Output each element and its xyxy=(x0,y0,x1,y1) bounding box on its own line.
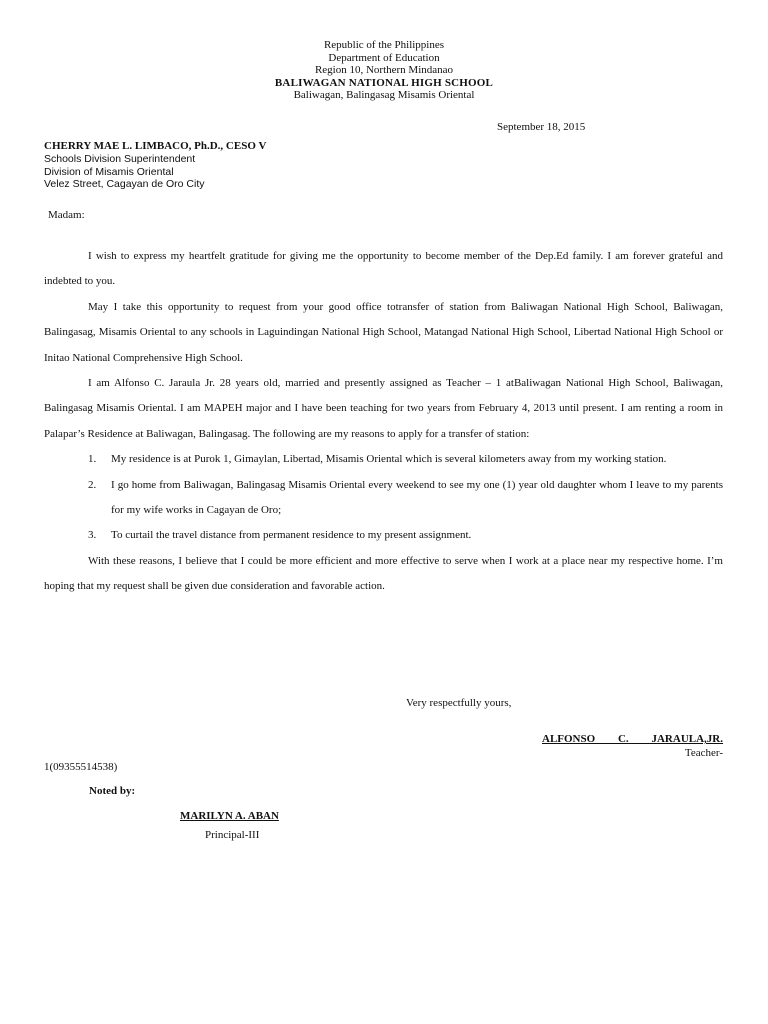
paragraph-conclusion: With these reasons, I believe that I could be more efficient and more effective to serve when I work at a place near my respective home. I’m hoping that my request shall be given due consideration and favorable action. xyxy=(44,554,723,593)
principal-title: Principal-III xyxy=(205,829,260,841)
recipient-title: Schools Division Superintendent xyxy=(44,152,196,165)
recipient-block xyxy=(44,140,266,191)
signer-title: Teacher- xyxy=(684,747,723,759)
signer-phone: 1(09355514538) xyxy=(44,761,118,773)
signer-name: ALFONSO C. JARAULA,JR. xyxy=(542,733,723,745)
list-item xyxy=(44,473,723,524)
list-item-text: My residence is at Purok 1, Gimaylan, Libertad, Misamis Oriental which is several kilometers away from my working station. xyxy=(111,453,667,466)
list-item xyxy=(44,447,723,472)
letterhead-region: Region 10, Northern Mindanao xyxy=(314,64,454,76)
list-item-number: 1. xyxy=(88,453,97,466)
letterhead xyxy=(0,39,768,102)
letterhead-school-name: BALIWAGAN NATIONAL HIGH SCHOOL xyxy=(274,76,494,89)
letterhead-school-address: Baliwagan, Balingasag Misamis Oriental xyxy=(293,89,475,101)
principal-name: MARILYN A. ABAN xyxy=(180,810,279,822)
letterhead-republic: Republic of the Philippines xyxy=(323,39,445,51)
noted-by-label: Noted by: xyxy=(89,785,136,797)
list-item-text: I go home from Baliwagan, Balingasag Misamis Oriental every weekend to see my one (1) year old daughter whom I leave to my parents for my wife works in Cagayan de Oro; xyxy=(111,478,723,517)
paragraph-introduction: I am Alfonso C. Jaraula Jr. 28 years old, married and presently assigned as Teacher – 1 atBaliwagan National High School, Baliwagan, Balingasag Misamis Oriental. I am MAPEH major and I have been teaching for two years from February 4, 2013 until present. I am renting a room in Palapar’s Residence at Baliwagan, Balingasag. The following are my reasons to apply for a transfer of station: xyxy=(44,377,723,440)
letterhead-department: Department of Education xyxy=(328,51,440,64)
list-item-number: 2. xyxy=(88,478,97,491)
list-item-number: 3. xyxy=(88,529,97,542)
closing-line: Very respectfully yours, xyxy=(406,697,512,709)
list-item xyxy=(44,523,723,548)
salutation: Madam: xyxy=(48,209,85,221)
letter-date: September 18, 2015 xyxy=(497,121,586,133)
reasons-list xyxy=(44,447,723,549)
letter-body xyxy=(44,244,723,600)
paragraph-gratitude: I wish to express my heartfelt gratitude for giving me the opportunity to become member of the Dep.Ed family. I am forever grateful and indebted to you. xyxy=(44,250,723,288)
recipient-division: Division of Misamis Oriental xyxy=(44,165,174,178)
paragraph-request: May I take this opportunity to request from your good office totransfer of station from Baliwagan National High School, Baliwagan, Balingasag, Misamis Oriental to any schools in Laguindingan National High School, Matangad National High School, Libertad National High School or Initao National Comprehensive High School. xyxy=(44,300,723,364)
recipient-name: CHERRY MAE L. LIMBACO, Ph.D., CESO V xyxy=(44,140,267,152)
list-item-text: To curtail the travel distance from permanent residence to my present assignment. xyxy=(111,529,472,542)
recipient-street: Velez Street, Cagayan de Oro City xyxy=(44,178,205,191)
